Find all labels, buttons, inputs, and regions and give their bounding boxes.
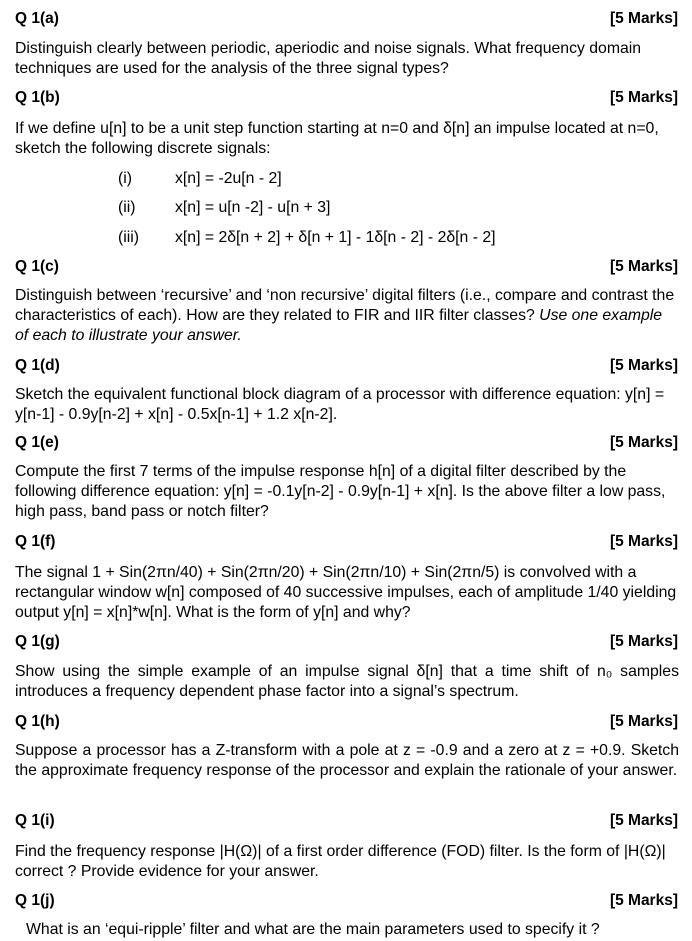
question-text-1j: What is an ‘equi-ripple’ filter and what are the main parameters used to specify it ?: [26, 921, 600, 938]
question-header-1i: [15, 811, 678, 831]
question-text-1f: The signal 1 + Sin(2πn/40) + Sin(2πn/20) + Sin(2πn/10) + Sin(2πn/5) is convolved with a rectangular window w[n] composed of 40 successive impulses, each of amplitude 1/40 yielding output y[n] = x[n]*w[n]. What is the form of y[n] and why?: [15, 564, 677, 621]
question-header-1h: [15, 712, 678, 732]
item-number: (i): [118, 170, 133, 187]
question-number: Q 1(g): [15, 633, 60, 650]
question-marks: [5 Marks]: [609, 812, 678, 829]
question-text-1d: Sketch the equivalent functional block diagram of a processor with difference equation: y[n] = y[n-1] - 0.9y[n-2] + x[n] - 0.5x[n-1] + 1.2 x[n-2].: [15, 386, 665, 423]
question-header-1b: [15, 88, 678, 108]
question-marks: [5 Marks]: [609, 533, 678, 550]
question-number: Q 1(c): [15, 258, 59, 275]
question-header-1j: [15, 891, 678, 911]
question-number: Q 1(d): [15, 357, 60, 374]
question-header-1g: [15, 632, 678, 652]
question-number: Q 1(i): [15, 812, 55, 829]
question-text-1i: Find the frequency response |H(Ω)| of a first order difference (FOD) filter. Is the form of |H(Ω)| correct ? Provide evidence for your answer.: [15, 843, 666, 880]
question-number: Q 1(f): [15, 533, 56, 550]
question-text-1c: [15, 286, 679, 346]
question-marks: [5 Marks]: [609, 258, 678, 275]
item-expression: x[n] = u[n -2] - u[n + 3]: [175, 199, 331, 216]
question-header-1d: [15, 356, 678, 376]
question-marks: [5 Marks]: [609, 10, 678, 27]
signal-item-ii: [118, 198, 618, 218]
question-header-1c: [15, 257, 678, 277]
item-expression: x[n] = 2δ[n + 2] + δ[n + 1] - 1δ[n - 2] - 2δ[n - 2]: [175, 229, 496, 246]
question-marks: [5 Marks]: [609, 633, 678, 650]
signal-item-i: [118, 169, 618, 189]
item-number: (iii): [118, 229, 140, 246]
item-number: (ii): [118, 199, 136, 216]
question-text-1a: Distinguish clearly between periodic, aperiodic and noise signals. What frequency domain techniques are used for the analysis of the three signal types?: [15, 40, 642, 77]
question-text-1g: Show using the simple example of an impulse signal δ[n] that a time shift of n₀ samples introduces a frequency dependent phase factor into a signal’s spectrum.: [15, 663, 679, 700]
question-marks: [5 Marks]: [609, 89, 678, 106]
question-text-1e: Compute the first 7 terms of the impulse response h[n] of a digital filter described by the following difference equation: y[n] = -0.1y[n-2] - 0.9y[n-1] + x[n]. Is the above filter a low pass, high pass, band pass or notch filter?: [15, 463, 666, 520]
question-number: Q 1(e): [15, 434, 59, 451]
question-text-1b: If we define u[n] to be a unit step function starting at n=0 and δ[n] an impulse located at n=0, sketch the following discrete signals:: [15, 120, 659, 157]
question-number: Q 1(b): [15, 89, 60, 106]
question-number: Q 1(j): [15, 892, 55, 909]
question-header-1f: [15, 532, 678, 552]
question-marks: [5 Marks]: [609, 713, 678, 730]
question-marks: [5 Marks]: [609, 434, 678, 451]
question-marks: [5 Marks]: [609, 357, 678, 374]
question-number: Q 1(a): [15, 10, 59, 27]
question-header-1e: [15, 433, 678, 453]
question-text: Distinguish between ‘recursive’ and ‘non recursive’ digital filters (i.e., compare and contrast the characteristics of each). How are they related to FIR and IIR filter classes?: [15, 287, 675, 324]
signal-item-iii: [118, 228, 618, 248]
question-header-1a: [15, 9, 678, 29]
question-number: Q 1(h): [15, 713, 60, 730]
question-instruction: Use one example of each to illustrate your answer.: [15, 307, 663, 344]
question-marks: [5 Marks]: [609, 892, 678, 909]
question-text-1h: Suppose a processor has a Z-transform with a pole at z = -0.9 and a zero at z = +0.9. Sketch the approximate frequency response of the processor and explain the rationale of your answer.: [15, 742, 679, 779]
item-expression: x[n] = -2u[n - 2]: [175, 170, 282, 187]
